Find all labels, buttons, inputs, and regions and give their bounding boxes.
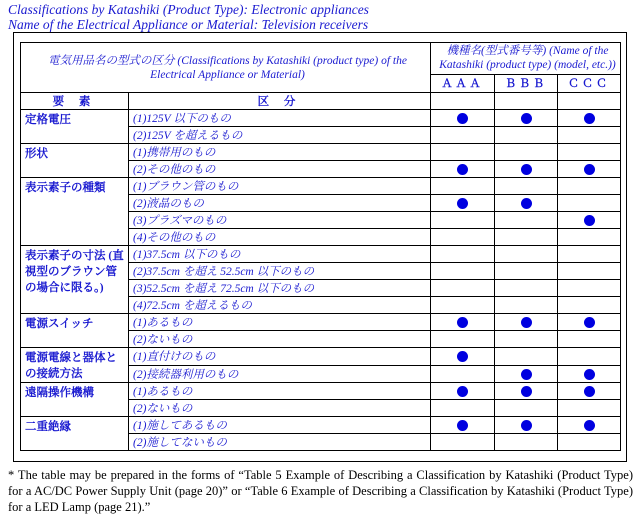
mark-cell — [558, 195, 621, 212]
mark-cell — [495, 417, 558, 434]
division-cell: (4)72.5cm を超えるもの — [129, 297, 431, 314]
division-cell: (4)その他のもの — [129, 229, 431, 246]
element-cell: 定格電圧 — [21, 110, 129, 144]
mark-cell — [495, 383, 558, 400]
mark-cell — [495, 400, 558, 417]
mark-cell — [558, 144, 621, 161]
mark-cell — [558, 383, 621, 400]
mark-cell — [431, 110, 495, 127]
division-cell: (1)直付けのもの — [129, 348, 431, 366]
filled-circle-icon — [584, 164, 595, 175]
mark-cell — [558, 161, 621, 178]
mark-cell — [431, 331, 495, 348]
mark-cell — [431, 195, 495, 212]
mark-cell — [558, 297, 621, 314]
mark-cell — [558, 127, 621, 144]
column-blank — [558, 93, 621, 110]
caption-appliance-name: Name of the Electrical Appliance or Material: Television receivers — [8, 17, 369, 32]
division-cell: (1)125V 以下のもの — [129, 110, 431, 127]
mark-cell — [431, 178, 495, 195]
filled-circle-icon — [584, 317, 595, 328]
column-element: 要 素 — [21, 93, 129, 110]
filled-circle-icon — [521, 369, 532, 380]
filled-circle-icon — [521, 113, 532, 124]
caption-product-type: Classifications by Katashiki (Product Type): Electronic appliances — [8, 2, 369, 17]
mark-cell — [431, 280, 495, 297]
model-ccc: ＣＣＣ — [558, 74, 621, 92]
filled-circle-icon — [457, 164, 468, 175]
filled-circle-icon — [584, 113, 595, 124]
filled-circle-icon — [521, 198, 532, 209]
division-cell: (2)液晶のもの — [129, 195, 431, 212]
element-cell: 表示素子の種類 — [21, 178, 129, 246]
mark-cell — [495, 314, 558, 331]
element-cell: 二重絶縁 — [21, 417, 129, 451]
filled-circle-icon — [584, 386, 595, 397]
mark-cell — [495, 229, 558, 246]
division-cell: (1)あるもの — [129, 314, 431, 331]
mark-cell — [558, 365, 621, 383]
mark-cell — [495, 331, 558, 348]
mark-cell — [431, 144, 495, 161]
mark-cell — [495, 263, 558, 280]
mark-cell — [495, 110, 558, 127]
table-row — [21, 314, 621, 331]
element-cell: 遠隔操作機構 — [21, 383, 129, 417]
column-blank — [431, 93, 495, 110]
division-cell: (2)37.5cm を超え 52.5cm 以下のもの — [129, 263, 431, 280]
division-cell: (2)接続器利用のもの — [129, 365, 431, 383]
header-classification: 電気用品名の型式の区分 (Classifications by Katashiki (product type) of the Electrical Appliance or Material) — [21, 43, 431, 93]
element-cell: 電源スイッチ — [21, 314, 129, 348]
filled-circle-icon — [521, 420, 532, 431]
mark-cell — [495, 280, 558, 297]
mark-cell — [431, 417, 495, 434]
division-cell: (1)ブラウン管のもの — [129, 178, 431, 195]
mark-cell — [495, 178, 558, 195]
mark-cell — [495, 297, 558, 314]
division-cell: (3)52.5cm を超え 72.5cm 以下のもの — [129, 280, 431, 297]
mark-cell — [558, 212, 621, 229]
mark-cell — [431, 127, 495, 144]
table-row — [21, 348, 621, 366]
mark-cell — [495, 434, 558, 451]
division-cell: (1)37.5cm 以下のもの — [129, 246, 431, 263]
filled-circle-icon — [457, 420, 468, 431]
model-bbb: ＢＢＢ — [495, 74, 558, 92]
mark-cell — [558, 280, 621, 297]
column-blank — [495, 93, 558, 110]
table-row — [21, 417, 621, 434]
filled-circle-icon — [457, 386, 468, 397]
mark-cell — [431, 314, 495, 331]
filled-circle-icon — [521, 386, 532, 397]
mark-cell — [431, 365, 495, 383]
filled-circle-icon — [521, 317, 532, 328]
table-row — [21, 246, 621, 263]
model-aaa: ＡＡＡ — [431, 74, 495, 92]
mark-cell — [431, 400, 495, 417]
mark-cell — [558, 348, 621, 366]
table-row — [21, 110, 621, 127]
filled-circle-icon — [457, 351, 468, 362]
mark-cell — [495, 348, 558, 366]
mark-cell — [431, 246, 495, 263]
mark-cell — [558, 110, 621, 127]
mark-cell — [431, 383, 495, 400]
division-cell: (2)125V を超えるもの — [129, 127, 431, 144]
division-cell: (2)ないもの — [129, 400, 431, 417]
element-cell: 表示素子の寸法 (直視型のブラウン管の場合に限る。) — [21, 246, 129, 314]
division-cell: (1)施してあるもの — [129, 417, 431, 434]
mark-cell — [431, 161, 495, 178]
mark-cell — [431, 263, 495, 280]
footnote: * The table may be prepared in the forms of “Table 5 Example of Describing a Classification by Katashiki (Product Type) for a AC/DC Power Supply Unit (page 20)” or “Table 6 Example of Describing a Classification by Katashiki (Product Type) for a LED Lamp (page 21).” — [8, 468, 633, 514]
table-row — [21, 178, 621, 195]
filled-circle-icon — [457, 198, 468, 209]
mark-cell — [495, 161, 558, 178]
table-body — [21, 110, 621, 451]
mark-cell — [558, 331, 621, 348]
filled-circle-icon — [457, 113, 468, 124]
division-cell: (1)携帯用のもの — [129, 144, 431, 161]
mark-cell — [558, 400, 621, 417]
table-row — [21, 144, 621, 161]
element-cell: 形状 — [21, 144, 129, 178]
mark-cell — [495, 195, 558, 212]
filled-circle-icon — [521, 164, 532, 175]
header-model-name: 機種名(型式番号等) (Name of the Katashiki (product type) (model, etc.)) — [431, 43, 621, 75]
mark-cell — [558, 229, 621, 246]
mark-cell — [558, 263, 621, 280]
mark-cell — [558, 178, 621, 195]
mark-cell — [431, 229, 495, 246]
filled-circle-icon — [584, 420, 595, 431]
mark-cell — [495, 144, 558, 161]
division-cell: (2)ないもの — [129, 331, 431, 348]
filled-circle-icon — [584, 215, 595, 226]
filled-circle-icon — [584, 369, 595, 380]
mark-cell — [558, 314, 621, 331]
division-cell: (3)プラズマのもの — [129, 212, 431, 229]
mark-cell — [558, 434, 621, 451]
element-cell: 電源電線と器体との接続方法 — [21, 348, 129, 383]
mark-cell — [431, 348, 495, 366]
mark-cell — [431, 297, 495, 314]
table-row — [21, 383, 621, 400]
division-cell: (2)施してないもの — [129, 434, 431, 451]
mark-cell — [495, 127, 558, 144]
division-cell: (2)その他のもの — [129, 161, 431, 178]
mark-cell — [558, 246, 621, 263]
mark-cell — [558, 417, 621, 434]
division-cell: (1)あるもの — [129, 383, 431, 400]
classification-table — [20, 42, 621, 451]
mark-cell — [495, 246, 558, 263]
column-division: 区 分 — [129, 93, 431, 110]
mark-cell — [495, 212, 558, 229]
mark-cell — [495, 365, 558, 383]
mark-cell — [431, 434, 495, 451]
filled-circle-icon — [457, 317, 468, 328]
mark-cell — [431, 212, 495, 229]
